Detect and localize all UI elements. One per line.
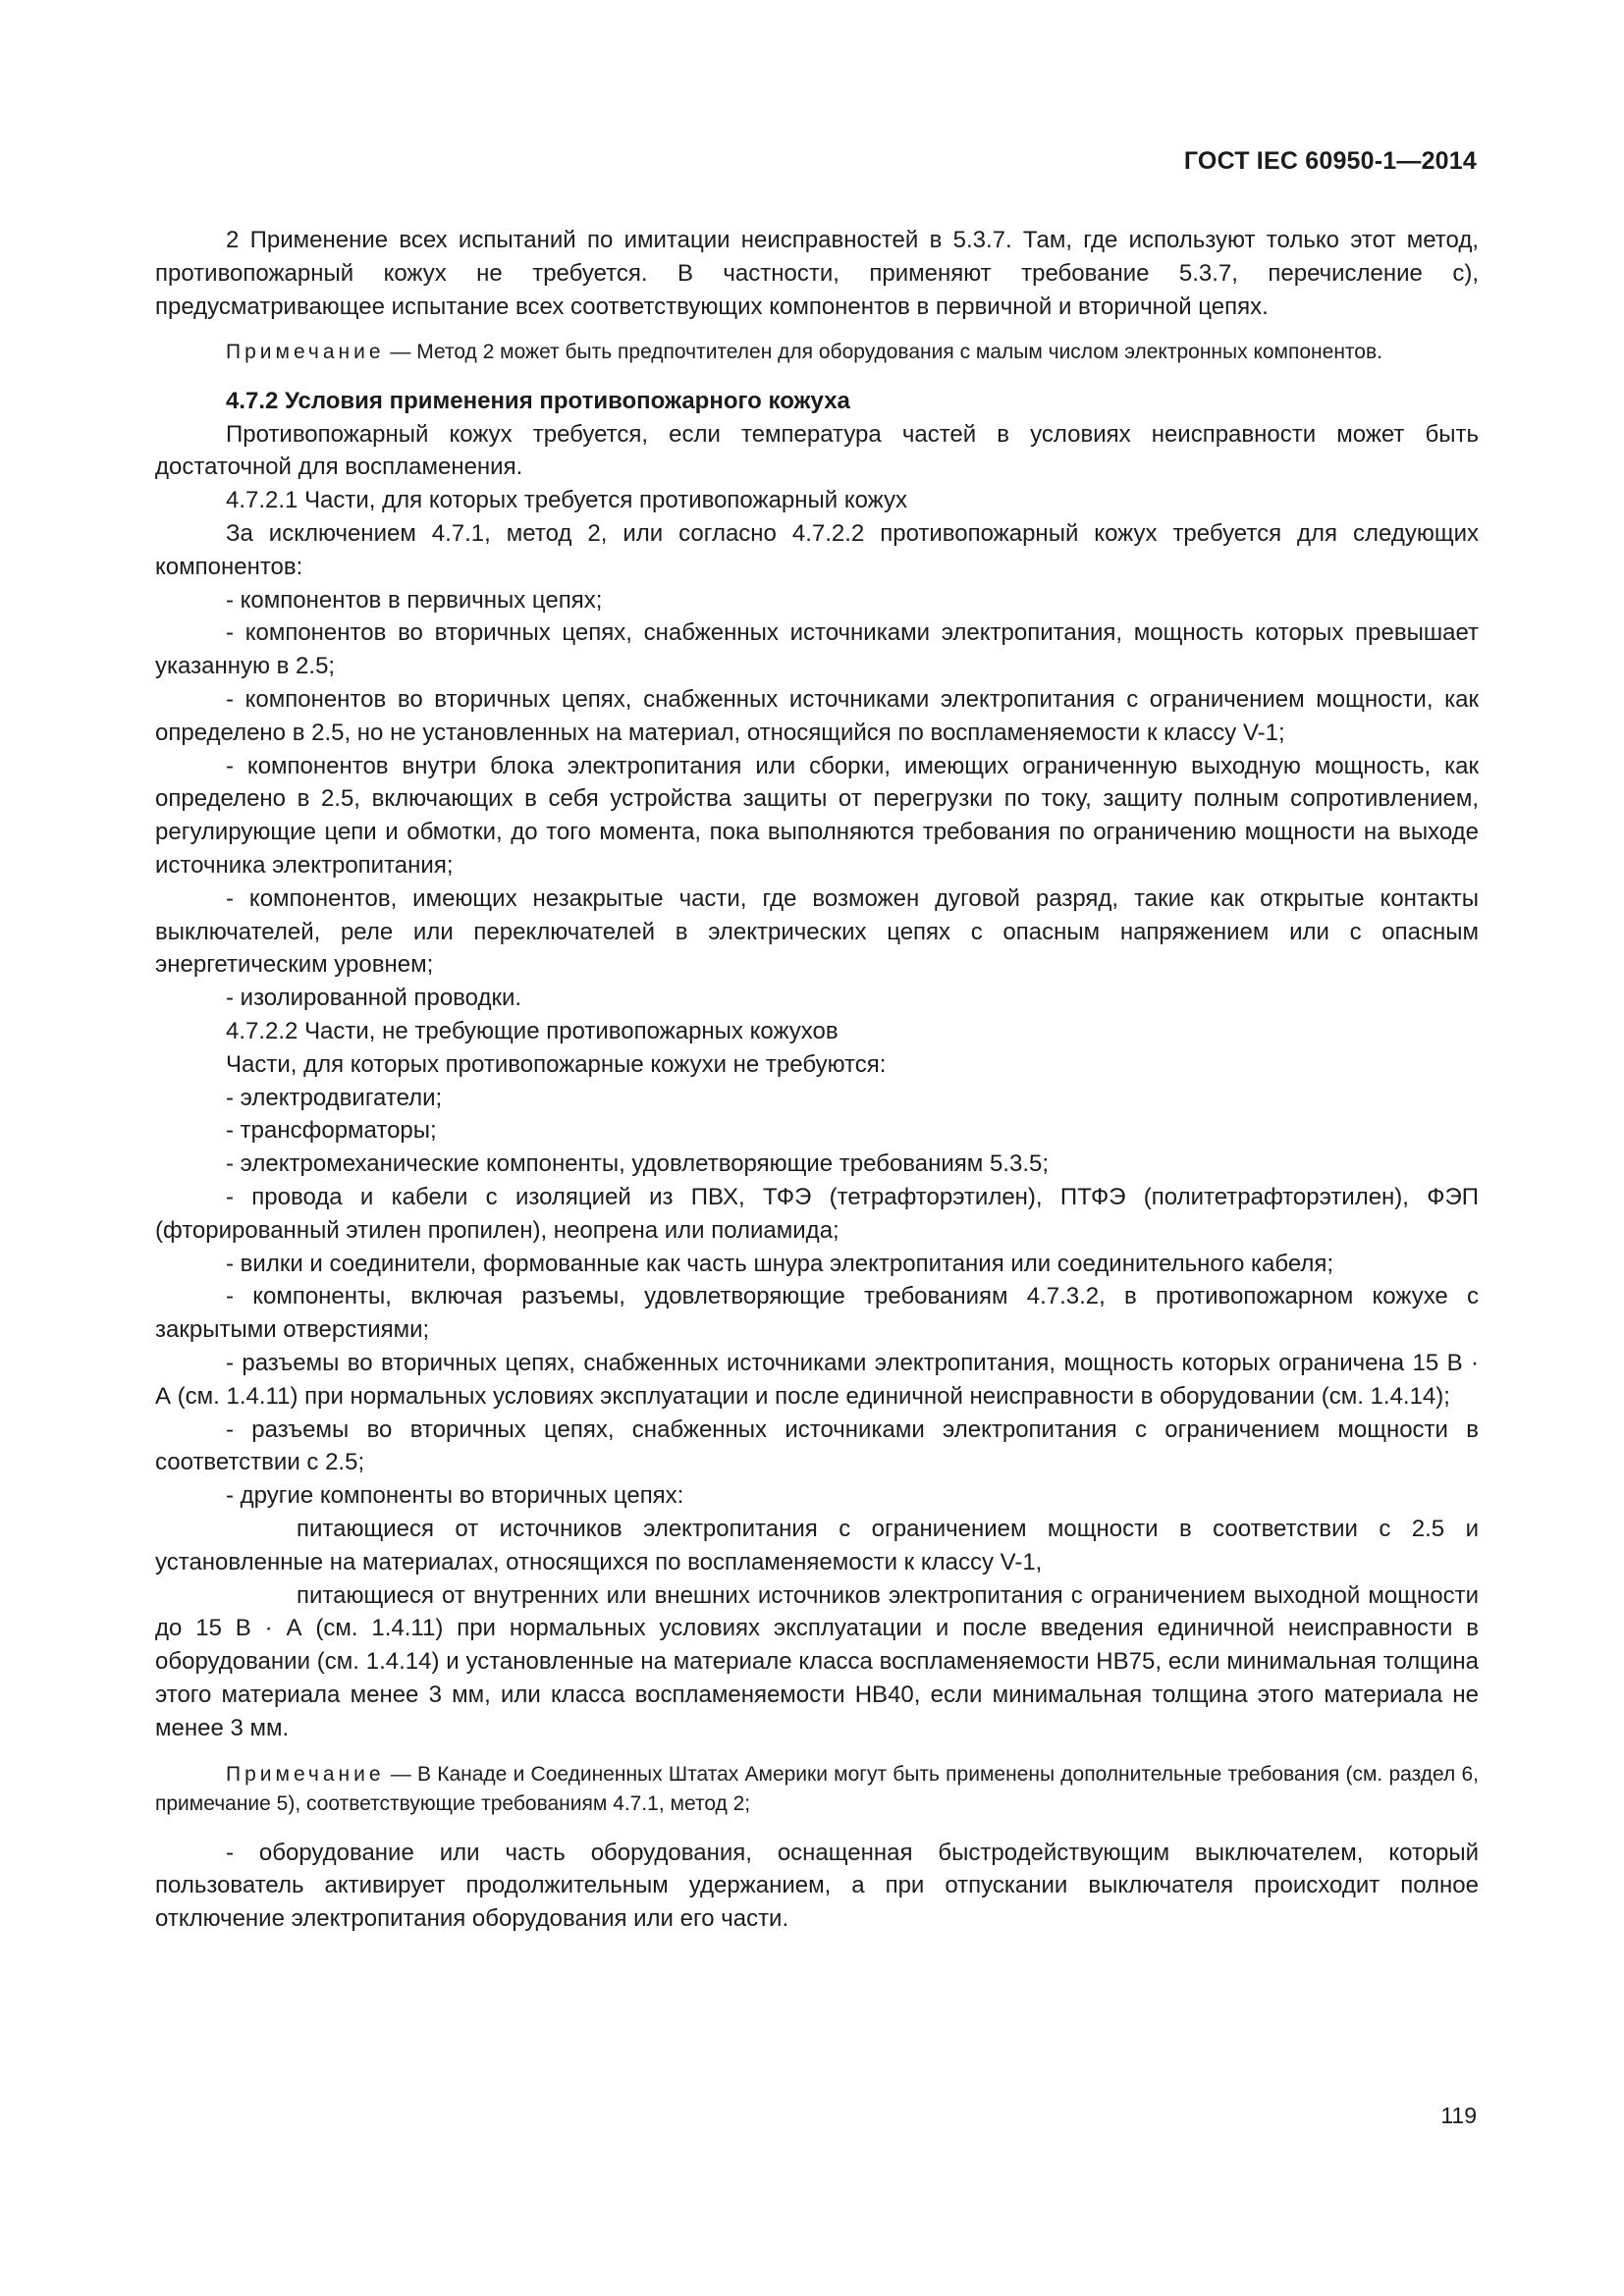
page-number: 119 xyxy=(1440,2103,1477,2128)
note-text: — В Канаде и Соединенных Штатах Америки могут быть применены дополнительные требования (см. раздел 6, примечание 5), соответствующие требованиям 4.7.1, метод 2; xyxy=(155,1762,1479,1816)
list-item: - провода и кабели с изоляцией из ПВХ, ТФЭ (тетрафторэтилен), ПТФЭ (политетрафторэтилен), ФЭП (фторированный этилен пропилен), неопрена или полиамида; xyxy=(155,1184,1479,1244)
document-id-header: ГОСТ IEC 60950-1—2014 xyxy=(1183,147,1477,175)
page-body xyxy=(155,224,1479,1936)
list-item: - компоненты, включая разъемы, удовлетворяющие требованиям 4.7.3.2, в противопожарном кожухе с закрытыми отверстиями; xyxy=(155,1283,1479,1344)
list-item: - компонентов внутри блока электропитания или сборки, имеющих ограниченную выходную мощность, как определено в 2.5, включающих в себя устройства защиты от перегрузки по току, защиту полным сопротивлением, регулирующие цепи и обмотки, до того момента, пока выполняются требования по ограничению мощности на выходе источника электропитания; xyxy=(155,752,1479,880)
list-item: - оборудование или часть оборудования, оснащенная быстродействующим выключателем, который пользователь активирует продолжительным удержанием, а при отпускании выключателя происходит полное отключение электропитания оборудования или его части. xyxy=(155,1839,1479,1933)
subsection-4-7-2-1-intro: За исключением 4.7.1, метод 2, или согласно 4.7.2.2 противопожарный кожух требуется для следующих компонентов: xyxy=(155,520,1479,580)
list-item: - разъемы во вторичных цепях, снабженных источниками электропитания с ограничением мощности в соответствии с 2.5; xyxy=(155,1415,1479,1476)
note-method-2 xyxy=(155,338,1479,368)
list-item: - компонентов, имеющих незакрытые части, где возможен дуговой разряд, такие как открытые контакты выключателей, реле или переключателей в электрических цепях с опасным напряжением или с опасным энергетическим уровнем; xyxy=(155,884,1479,979)
list-item: - компонентов во вторичных цепях, снабженных источниками электропитания, мощность которых превышает указанную в 2.5; xyxy=(155,619,1479,680)
list-item: - компонентов во вторичных цепях, снабженных источниками электропитания с ограничением мощности, как определено в 2.5, но не установленных на материал, относящийся по воспламеняемости к классу V-1; xyxy=(155,686,1479,746)
subsection-4-7-2-2-intro: Части, для которых противопожарные кожухи не требуются: xyxy=(226,1050,887,1078)
note-label: Примечание xyxy=(226,1762,385,1786)
note-label: Примечание xyxy=(226,341,385,364)
list-item: - другие компоненты во вторичных цепях: xyxy=(226,1482,684,1510)
sub-list-item: питающиеся от внутренних или внешних источников электропитания с ограничением выходной мощности до 15 В · А (см. 1.4.11) при нормальных условиях эксплуатации и после введения единичной неисправности в оборудовании (см. 1.4.14) и установленные на материале класса воспламеняемости НВ75, если минимальная толщина этого материала менее 3 мм, или класса воспламеняемости НВ40, если минимальная толщина этого материала не менее 3 мм. xyxy=(155,1581,1479,1741)
list-item: - компонентов в первичных цепях; xyxy=(226,586,603,614)
subsection-4-7-2-1-title: 4.7.2.1 Части, для которых требуется противопожарный кожух xyxy=(226,487,908,514)
list-item: - трансформаторы; xyxy=(226,1117,437,1145)
note-canada-usa xyxy=(155,1760,1479,1820)
note-text: — Метод 2 может быть предпочтителен для оборудования с малым числом электронных компонентов. xyxy=(384,341,1382,364)
list-item: - электродвигатели; xyxy=(226,1084,443,1111)
section-heading-4-7-2: 4.7.2 Условия применения противопожарного кожуха xyxy=(226,387,850,414)
section-4-7-2-intro: Противопожарный кожух требуется, если температура частей в условиях неисправности может быть достаточной для воспламенения. xyxy=(155,420,1479,481)
subsection-4-7-2-2-title: 4.7.2.2 Части, не требующие противопожарных кожухов xyxy=(226,1018,839,1045)
list-item: - изолированной проводки. xyxy=(226,985,522,1012)
method-2-paragraph: 2 Применение всех испытаний по имитации неисправностей в 5.3.7. Там, где используют только этот метод, противопожарный кожух не требуется. В частности, применяют требование 5.3.7, перечисление с), предусматривающее испытание всех соответствующих компонентов в первичной и вторичной цепях. xyxy=(155,227,1479,320)
list-item: - вилки и соединители, формованные как часть шнура электропитания или соединительного кабеля; xyxy=(226,1250,1334,1277)
list-item: - разъемы во вторичных цепях, снабженных источниками электропитания, мощность которых ограничена 15 В · А (см. 1.4.11) при нормальных условиях эксплуатации и после единичной неисправности в оборудовании (см. 1.4.14); xyxy=(155,1350,1479,1410)
sub-list-item: питающиеся от источников электропитания с ограничением мощности в соответствии с 2.5 и установленные на материалах, относящихся по воспламеняемости к классу V-1, xyxy=(155,1515,1479,1575)
list-item: - электромеханические компоненты, удовлетворяющие требованиям 5.3.5; xyxy=(226,1150,1049,1178)
